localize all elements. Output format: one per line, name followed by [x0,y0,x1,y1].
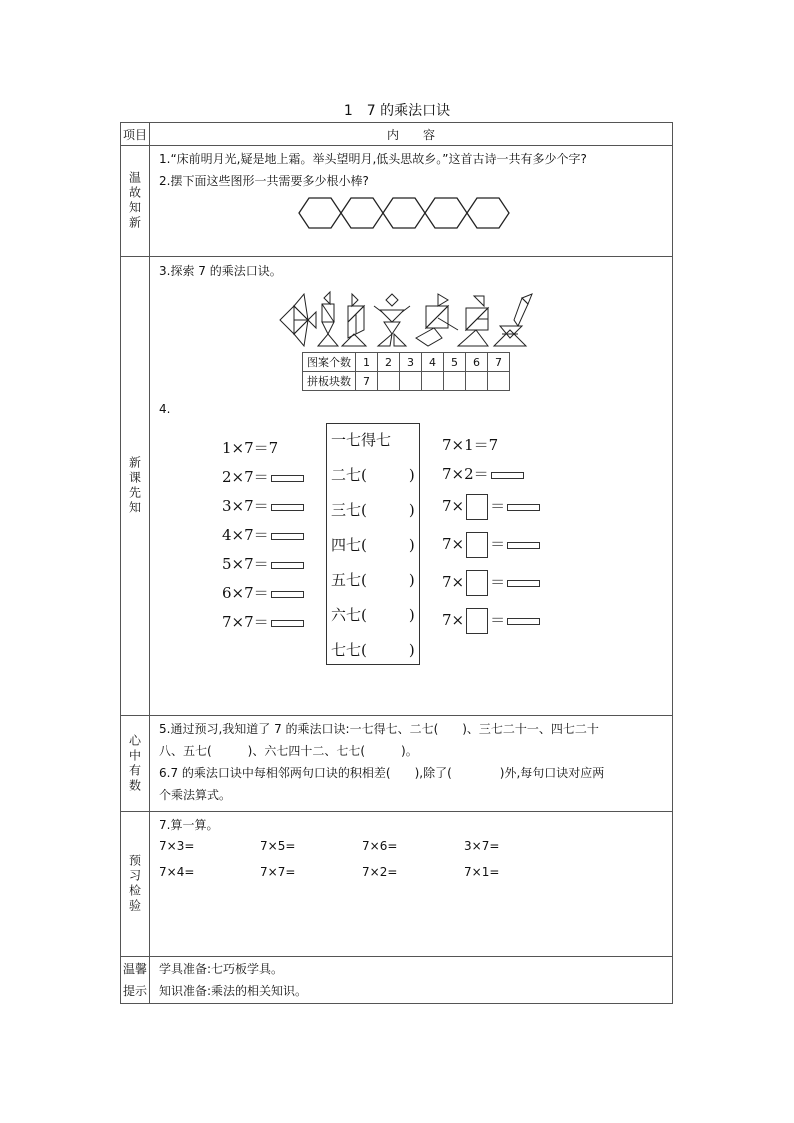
answer-blank[interactable] [507,542,540,549]
tangram-figures [278,290,540,350]
tangram-swan [494,294,532,346]
question-7: 7.算一算。 [159,818,219,832]
header-project: 项目 [121,123,150,146]
tips-label-2: 提示 [122,984,147,998]
factor-box[interactable] [466,532,488,558]
piece-count-label: 拼板块数 [303,372,356,391]
pattern-count-label: 图案个数 [303,353,356,372]
answer-blank[interactable] [271,504,304,511]
check-label: 预习检验 [127,854,142,914]
calc-item: 7×4= [159,865,195,879]
answer-blank[interactable] [271,562,304,569]
question-4: 4. [159,402,171,416]
calc-item: 3×7= [464,839,500,853]
piece-blank[interactable] [466,372,488,391]
piece-blank[interactable] [422,372,444,391]
tangram-bird [416,294,458,346]
summary-label: 心中有数 [127,733,142,794]
tangram-dancer [374,294,410,346]
question-1: 1.“床前明月光,疑是地上霜。举头望明月,低头思故乡。”这首古诗一共有多少个字? [159,152,587,166]
answer-blank[interactable] [271,533,304,540]
tangram-fish [280,294,316,346]
calc-item: 7×3= [159,839,195,853]
answer-blank[interactable] [507,504,540,511]
piece-blank[interactable] [488,372,510,391]
tips-line-1: 学具准备:七巧板学具。 [159,962,284,976]
hexagon-chain-figure [298,196,514,232]
new-lesson-label: 新课先知 [127,456,142,516]
answer-blank[interactable] [271,475,304,482]
question-3: 3.探索 7 的乘法口诀。 [159,264,282,278]
calc-item: 7×2= [362,865,398,879]
calc-item: 7×7= [260,865,296,879]
worksheet-table [120,122,673,1004]
answer-blank[interactable] [271,620,304,627]
question-6-line-2: 个乘法算式。 [159,788,232,802]
tips-line-2: 知识准备:乘法的相关知识。 [159,984,308,998]
question-5-line-1: 5.通过预习,我知道了 7 的乘法口诀:一七得七、二七( )、三七二十一、四七二十 [159,722,599,736]
answer-blank[interactable] [507,580,540,587]
question-5-line-2: 八、五七( )、六七四十二、七七( )。 [159,744,418,758]
question-2: 2.摆下面这些图形一共需要多少根小棒? [159,174,369,188]
factor-box[interactable] [466,570,488,596]
calc-item: 7×6= [362,839,398,853]
factor-box[interactable] [466,494,488,520]
review-label: 温故知新 [127,171,142,231]
tangram-person-1 [318,292,338,346]
factor-box[interactable] [466,608,488,634]
piece-blank[interactable] [444,372,466,391]
question-6-line-1: 6.7 的乘法口诀中每相邻两句口诀的积相差( ),除了( )外,每句口诀对应两 [159,766,605,780]
header-content: 内 容 [150,123,673,146]
answer-blank[interactable] [507,618,540,625]
tangram-count-table: 图案个数 1 2 3 4 5 6 7 拼板块数 7 [302,352,510,391]
tangram-cat [458,296,488,346]
tangram-rooster [342,294,366,346]
calc-exercises [150,836,672,956]
piece-blank[interactable] [400,372,422,391]
answer-blank[interactable] [271,591,304,598]
page-title: 1 7 的乘法口诀 [343,103,451,119]
answer-blank[interactable] [491,472,524,479]
multiplication-area: 1×7＝7 2×7＝ 3×7＝ 4×7＝ 5×7＝ 6×7＝ 7×7＝ 一七得七 二七( ) 三七( ) 四七( ) 五七( ) 六七( ) 七七( ) 7×1＝7 7×2＝ 7× ＝ 7× ＝ 7× ＝ 7× ＝ [150,420,672,715]
calc-item: 7×5= [260,839,296,853]
piece-blank[interactable] [378,372,400,391]
calc-item: 7×1= [464,865,500,879]
tips-label-1: 温馨 [122,962,147,976]
rhyme-box: 一七得七 二七( ) 三七( ) 四七( ) 五七( ) 六七( ) 七七( ) [326,423,420,665]
